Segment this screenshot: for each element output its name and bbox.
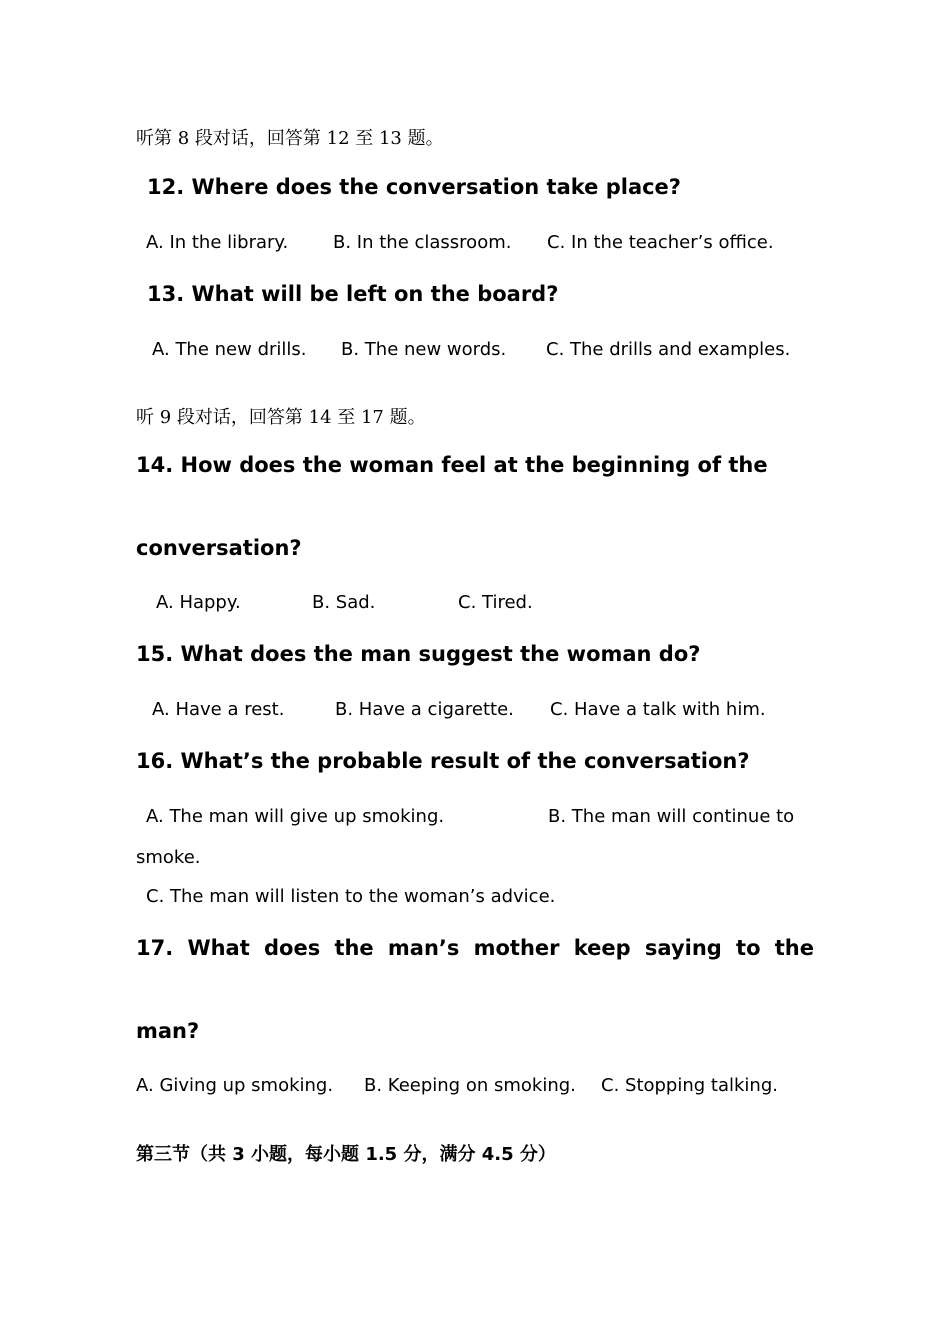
question-17-options xyxy=(0,1075,950,1099)
option-c: C. The drills and examples. xyxy=(546,339,791,360)
option-a: A. The new drills. xyxy=(152,339,307,360)
dialog-9-intro: 听 9 段对话，回答第 14 至 17 题。 xyxy=(136,407,426,428)
question-13-options xyxy=(0,339,950,363)
option-c: C. Tired. xyxy=(458,592,533,613)
question-14-line-2: conversation? xyxy=(136,536,302,560)
question-14-line-1: 14. How does the woman feel at the beginning of the xyxy=(136,453,768,477)
option-b: B. The man will continue to xyxy=(548,806,795,827)
option-a: A. The man will give up smoking. xyxy=(146,806,445,827)
dialog-8-intro: 听第 8 段对话，回答第 12 至 13 题。 xyxy=(136,128,444,149)
option-c: C. The man will listen to the woman’s advice. xyxy=(146,886,556,907)
question-13: 13. What will be left on the board? xyxy=(147,282,559,306)
question-16: 16. What’s the probable result of the conversation? xyxy=(136,749,750,773)
question-17-line-2: man? xyxy=(136,1019,200,1043)
question-17-line-1: 17. What does the man’s mother keep saying to the xyxy=(136,936,814,960)
option-a: A. Happy. xyxy=(156,592,241,613)
option-a: A. Giving up smoking. xyxy=(136,1075,334,1096)
question-12-options xyxy=(0,232,950,256)
section-3-header: 第三节（共 3 小题，每小题 1.5 分，满分 4.5 分） xyxy=(136,1144,556,1165)
question-15: 15. What does the man suggest the woman do? xyxy=(136,642,701,666)
option-b: B. The new words. xyxy=(341,339,507,360)
question-15-options xyxy=(0,699,950,723)
option-b: B. In the classroom. xyxy=(333,232,512,253)
question-16-options-row-1 xyxy=(0,806,950,830)
question-12: 12. Where does the conversation take place? xyxy=(147,175,681,199)
option-a: A. Have a rest. xyxy=(152,699,285,720)
option-b: B. Have a cigarette. xyxy=(335,699,514,720)
option-c: C. Stopping talking. xyxy=(601,1075,778,1096)
option-c: C. Have a talk with him. xyxy=(550,699,766,720)
option-a: A. In the library. xyxy=(146,232,289,253)
option-b: B. Sad. xyxy=(312,592,376,613)
option-c: C. In the teacher’s office. xyxy=(547,232,774,253)
option-b-continuation: smoke. xyxy=(136,847,201,868)
question-14-options xyxy=(0,592,950,616)
option-b: B. Keeping on smoking. xyxy=(364,1075,576,1096)
